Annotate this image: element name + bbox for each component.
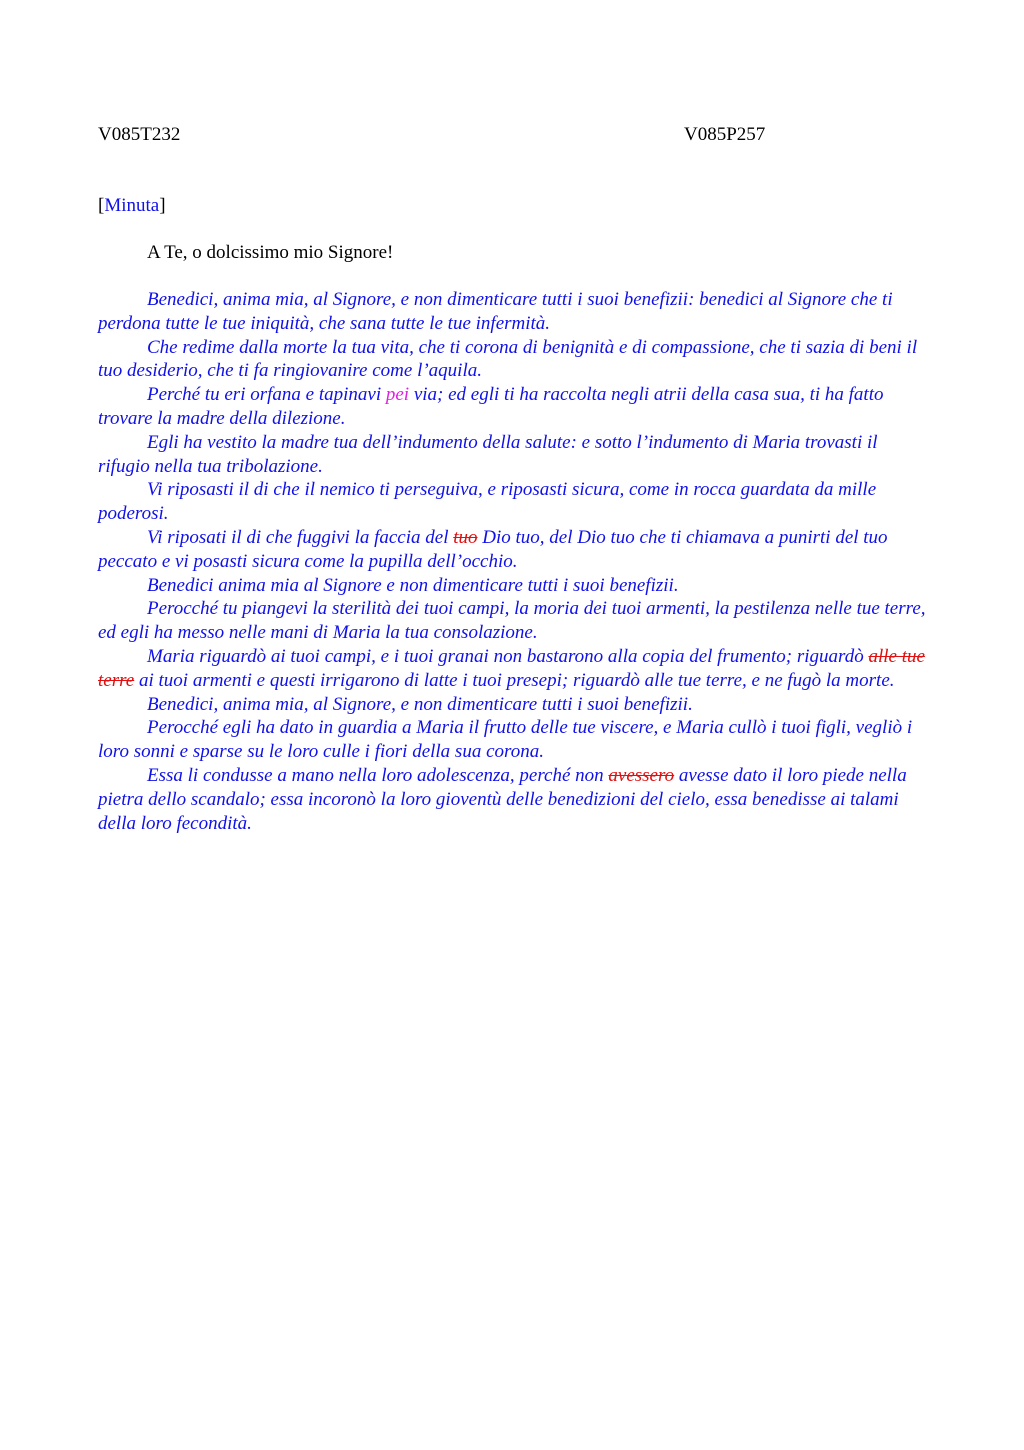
label-close-bracket: ]: [159, 195, 166, 216]
paragraph-12-part-a: Essa li condusse a mano nella loro adolescenza, perché non: [147, 764, 609, 786]
paragraph-1: Benedici, anima mia, al Signore, e non dimenticare tutti i suoi benefizii: benedici al Signore che ti perdona tutte le tue iniquità, che sana tutte le tue infermità.: [98, 289, 893, 334]
paragraph-11: Perocché egli ha dato in guardia a Maria il frutto delle tue viscere, e Maria cullò i tuoi figli, vegliò i loro sonni e sparse su le loro culle i fiori della sua corona.: [98, 717, 913, 763]
dedication-line: A Te, o dolcissimo mio Signore!: [147, 242, 394, 263]
body-text: [98, 288, 928, 835]
paragraph-6-part-b: Dio tuo, del Dio tuo che ti chiamava a punirti del tuo peccato e vi posasti sicura come la pupilla dell’occhio.: [98, 526, 888, 572]
paragraph-12-part-b: avesse dato il loro piede nella pietra dello scandalo; essa incoronò la loro gioventù delle benedizioni del cielo, essa benedisse ai talami della loro fecondità.: [98, 764, 907, 834]
paragraph-5: Vi riposasti il di che il nemico ti perseguiva, e riposasti sicura, come in rocca guardata da mille poderosi.: [98, 479, 877, 525]
paragraph-9-part-b: ai tuoi armenti e questi irrigarono di latte i tuoi presepi; riguardò alle tue terre, e ne fugò la morte.: [134, 669, 895, 691]
paragraph-3-part-a: Perché tu eri orfana e tapinavi: [147, 384, 386, 406]
paragraph-2: Che redime dalla morte la tua vita, che ti corona di benignità e di compassione, che ti sazia di beni il tuo desiderio, che ti fa ringiovanire come l’aquila.: [98, 336, 918, 382]
deleted-phrase: alle tue terre: [98, 645, 925, 691]
paragraph-12: [98, 764, 928, 835]
paragraph-4: Egli ha vestito la madre tua dell’indumento della salute: e sotto l’indumento di Maria trovasti il rifugio nella tua tribolazione.: [98, 431, 878, 477]
document-code-left: V085T232: [98, 124, 181, 145]
paragraph-9-part-a: Maria riguardò ai tuoi campi, e i tuoi granai non bastarono alla copia del frumento; riguardò: [147, 645, 869, 667]
paragraph-8: Perocché tu piangevi la sterilità dei tuoi campi, la moria dei tuoi armenti, la pestilenza nelle tue terre, ed egli ha messo nelle mani di Maria la tua consolazione.: [98, 598, 926, 644]
inserted-word: pei: [385, 384, 410, 406]
paragraph-7: Benedici anima mia al Signore e non dimenticare tutti i suoi benefizii.: [147, 574, 679, 596]
label-word: Minuta: [104, 195, 160, 216]
paragraph-9: [98, 645, 928, 693]
paragraph-10: Benedici, anima mia, al Signore, e non dimenticare tutti i suoi benefizii.: [147, 693, 693, 715]
minuta-label: [98, 195, 166, 217]
deleted-word: tuo: [453, 526, 478, 548]
paragraph-3: [98, 383, 928, 431]
paragraph-6: [98, 526, 928, 574]
deleted-word: avessero: [608, 764, 675, 786]
document-code-right: V085P257: [684, 124, 766, 145]
paragraph-3-part-b: via; ed egli ti ha raccolta negli atrii della casa sua, ti ha fatto trovare la madre della dilezione.: [98, 384, 884, 429]
label-open-bracket: [: [98, 195, 105, 216]
paragraph-6-part-a: Vi riposati il di che fuggivi la faccia del: [147, 526, 454, 548]
